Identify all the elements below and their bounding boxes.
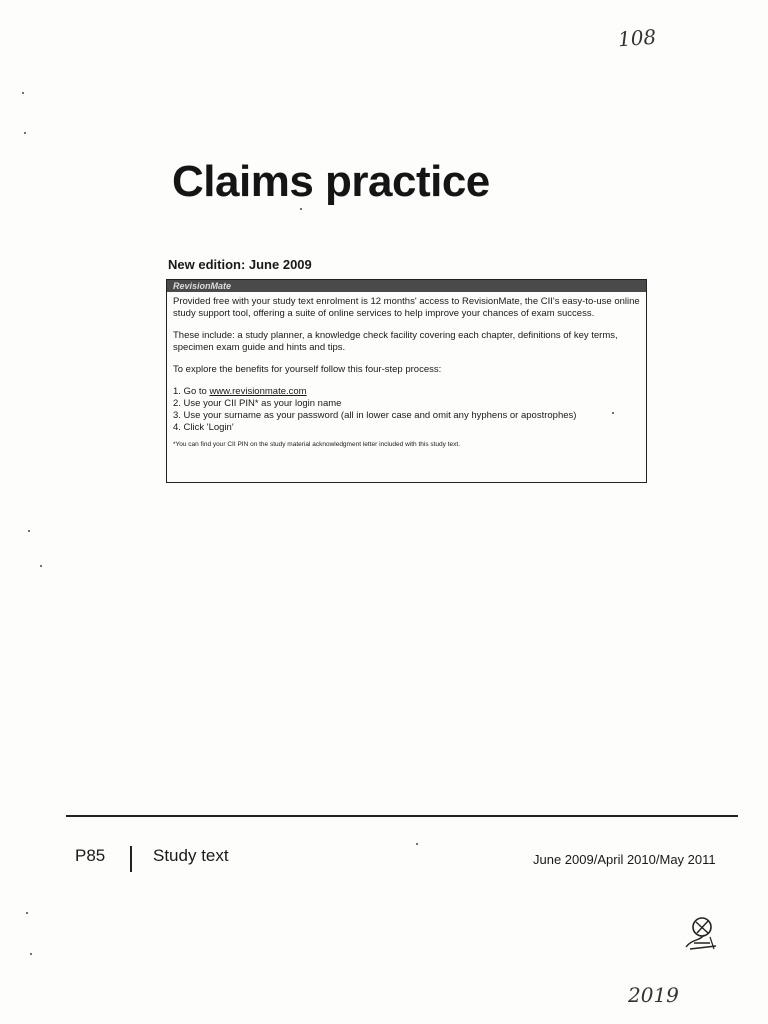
handwritten-year: 2019 <box>628 983 679 1007</box>
revisionmate-body <box>167 292 646 449</box>
handwritten-stamp-icon <box>680 913 722 953</box>
scan-speck <box>40 565 42 567</box>
scan-speck <box>416 843 418 845</box>
step-item: 3. Use your surname as your password (all in lower case and omit any hyphens or apostrophes) <box>173 410 577 421</box>
step-item: 4. Click 'Login' <box>173 422 234 433</box>
course-code: P85 <box>75 846 106 865</box>
step-item: 2. Use your CII PIN* as your login name <box>173 398 342 409</box>
edition-label: New edition: June 2009 <box>168 257 312 272</box>
scan-speck <box>30 953 32 955</box>
scan-speck <box>612 412 614 414</box>
step-1-text: 1. Go to <box>173 386 210 397</box>
scan-speck <box>300 208 302 210</box>
revisionmate-link[interactable]: www.revisionmate.com <box>209 386 307 397</box>
revisionmate-header-bar <box>167 280 646 292</box>
revisionmate-info-box <box>166 279 647 483</box>
intro-paragraph: Provided free with your study text enrolment is 12 months' access to RevisionMate, the CII's easy-to-use online study support tool, offering a suite of online services to help improve your chances of exam success. <box>173 296 640 319</box>
footer-label: Study text <box>153 846 229 865</box>
footnote: *You can find your CII PIN on the study material acknowledgment letter included with this study text. <box>173 441 460 448</box>
handwritten-page-number: 108 <box>617 24 657 52</box>
steps-intro-paragraph: To explore the benefits for yourself follow this four-step process: <box>173 364 442 375</box>
scan-speck <box>24 132 26 134</box>
features-paragraph: These include: a study planner, a knowledge check facility covering each chapter, definitions of key terms, specimen exam guide and hints and tips. <box>173 330 618 353</box>
document-title: Claims practice <box>172 157 490 206</box>
scan-speck <box>28 530 30 532</box>
scan-speck <box>26 912 28 914</box>
step-item <box>173 386 640 398</box>
footer-dates: June 2009/April 2010/May 2011 <box>533 852 716 867</box>
steps-list <box>173 386 640 434</box>
footer-rule <box>66 815 738 817</box>
revisionmate-header-label: RevisionMate <box>173 281 232 291</box>
footer-divider <box>130 846 132 872</box>
scan-speck <box>22 92 24 94</box>
